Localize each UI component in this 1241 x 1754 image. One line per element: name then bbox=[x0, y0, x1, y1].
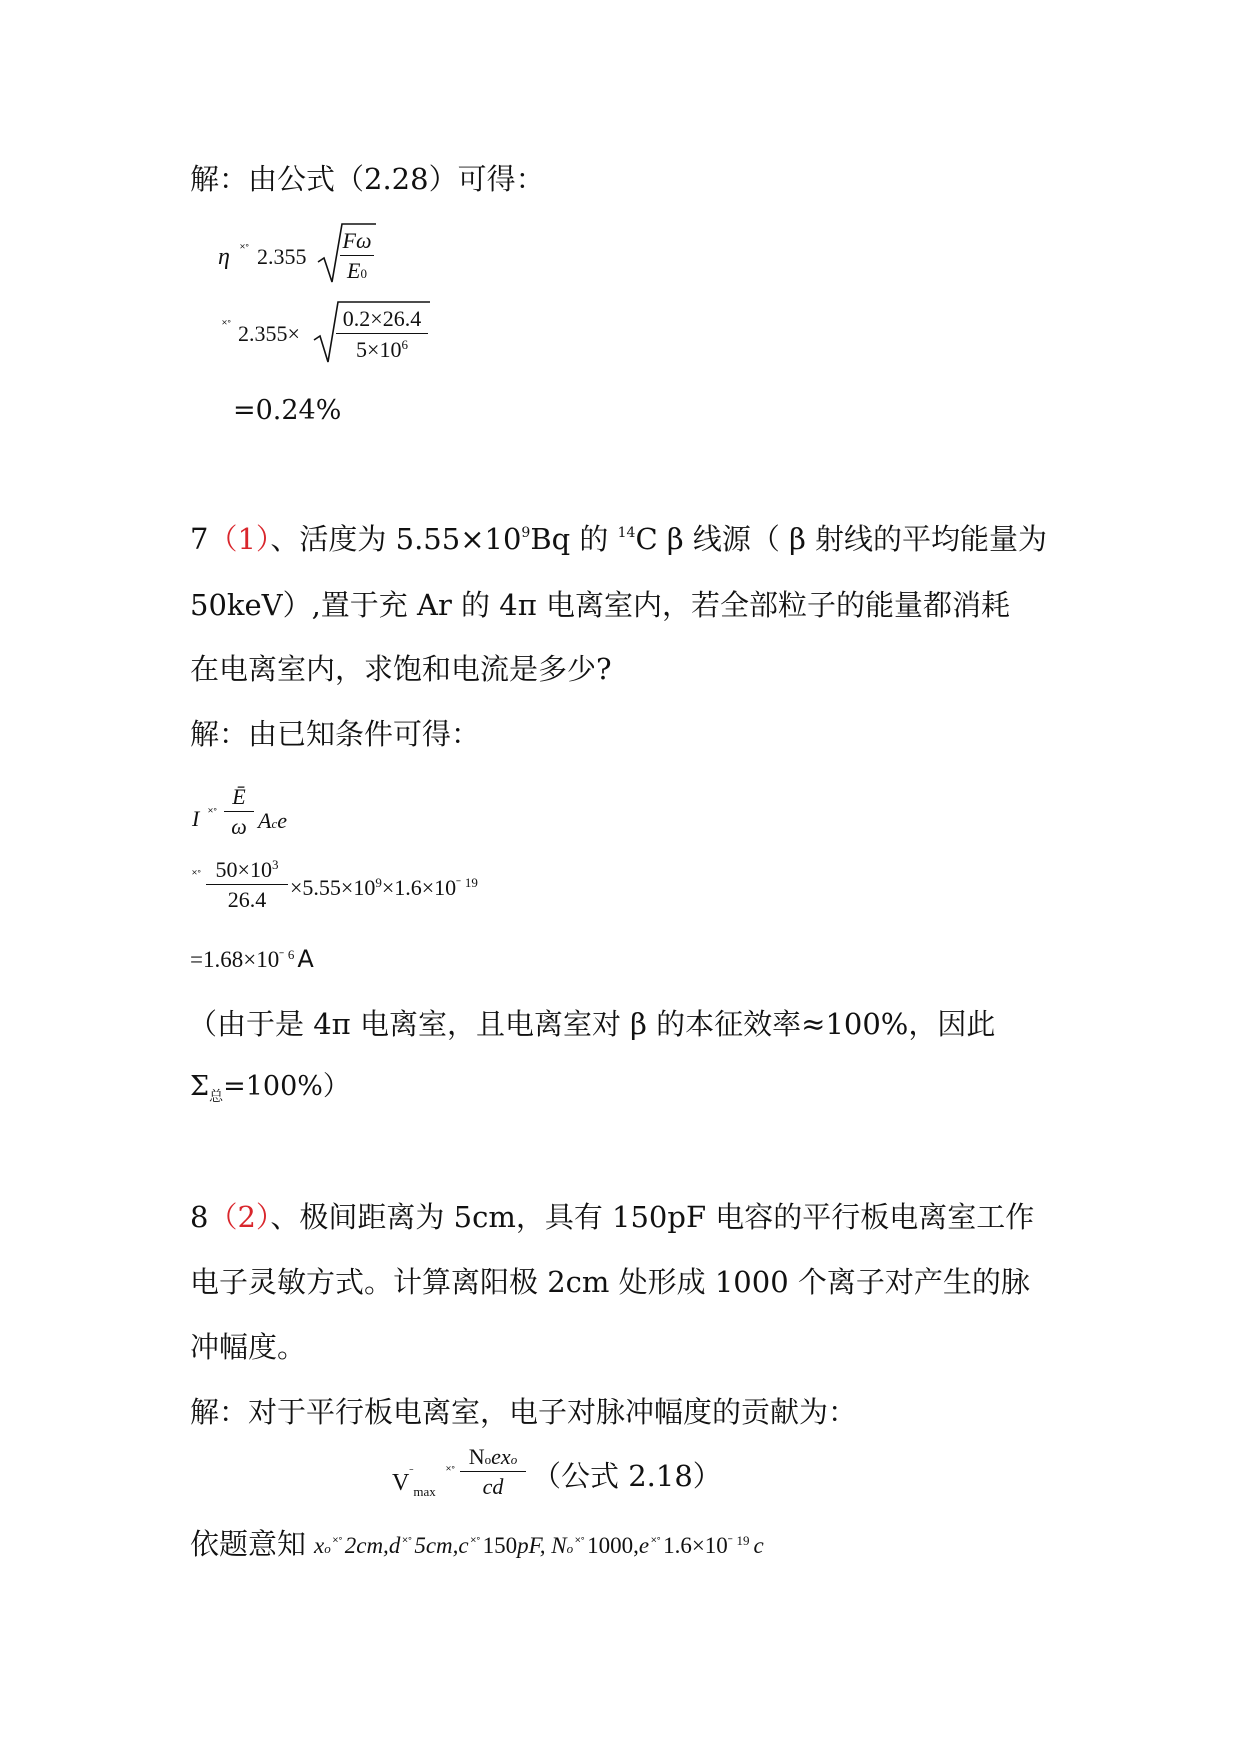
fraction-pulse-amplitude bbox=[460, 1446, 526, 1498]
fraction-denominator: $5\times 10^6$ bbox=[356, 337, 408, 362]
fraction-energy-over-w bbox=[206, 858, 288, 911]
approx-sign: ˟˚ bbox=[222, 317, 232, 332]
solution-heading-8: 解：对于平行板电离室，电子对脉冲幅度的贡献为： bbox=[190, 1395, 858, 1429]
fraction-denominator: E0 bbox=[347, 258, 367, 283]
fraction-numerator: Ē bbox=[224, 786, 254, 812]
fraction-e-over-omega bbox=[224, 786, 254, 838]
solution-heading-7: 解：由已知条件可得： bbox=[190, 717, 481, 751]
question-8-line-1: 8（2）、极间距离为 5cm，具有 150pF 电容的平行板电离室工作 bbox=[190, 1200, 1035, 1234]
current-product: $\times 5.55\times 10^9\times 1.6\times 10^ˉ$ $^{19}$ bbox=[290, 875, 478, 900]
fraction-numerator: Fω bbox=[340, 230, 374, 256]
given-values: xo ˟˚2cm,d ˟˚5cm,c ˟˚150pF, No ˟˚1000,e $^{˟˚}1.6\times 10^ˉ$ $^{19}$ c bbox=[314, 1533, 764, 1558]
fraction-denominator: ω bbox=[231, 814, 247, 839]
approx-sign: ˟˚ bbox=[208, 805, 218, 820]
question-8-line-3: 冲幅度。 bbox=[190, 1330, 307, 1364]
fraction-numerator: Noexo bbox=[460, 1446, 526, 1472]
solution-heading-1: 解：由公式（2.28）可得： bbox=[190, 162, 545, 196]
voltage-symbol: $V^ˉ_{max}$ bbox=[392, 1465, 436, 1499]
fraction-denominator: cd bbox=[482, 1474, 504, 1499]
efficiency-note-line-2: $\Sigma_总=100\%$） bbox=[190, 1071, 350, 1105]
question-7-line-2: 50keV）,置于充 Ar 的 4π 电离室内，若全部粒子的能量都消耗 bbox=[190, 588, 1010, 622]
fraction-numerator: 0.2×26.4 bbox=[336, 308, 428, 334]
coefficient: 2.355 bbox=[257, 244, 307, 269]
question-7-line-3: 在电离室内，求饱和电流是多少? bbox=[190, 652, 612, 686]
current-result: $=1.68\times 10^ˉ$ $^6$ A bbox=[190, 945, 314, 973]
question-8-line-2: 电子灵敏方式。计算离阳极 2cm 处形成 1000 个离子对产生的脉 bbox=[190, 1265, 1030, 1299]
approx-sign: ˟˚ bbox=[192, 867, 202, 882]
fraction-f-omega-over-e0 bbox=[340, 230, 374, 282]
formula-reference: （公式 2.18） bbox=[532, 1459, 722, 1493]
approx-sign: ˟˚ bbox=[240, 241, 250, 256]
approx-sign: ˟˚ bbox=[446, 1463, 456, 1478]
fraction-numeric bbox=[336, 308, 428, 361]
question-7-tag: （1） bbox=[208, 522, 271, 556]
fraction-numerator: $50\times 10^3$ bbox=[206, 858, 288, 885]
question-8-tag: （2） bbox=[208, 1200, 271, 1234]
question-7-line-1: 7（1）、活度为 $5.55\times 10^9Bq$ 的 $^{14}$C β 线源（ β 射线的平均能量为 bbox=[190, 522, 1048, 556]
activity-symbol: Ace bbox=[258, 808, 287, 833]
result-1: =0.24% bbox=[233, 395, 342, 426]
efficiency-note-line-1: （由于是 4π 电离室，且电离室对 β 的本征效率≈100%，因此 bbox=[188, 1007, 996, 1041]
fraction-denominator: 26.4 bbox=[227, 887, 267, 912]
eta-symbol: η bbox=[218, 244, 230, 270]
current-symbol: I bbox=[192, 806, 200, 831]
given-label: 依题意知 bbox=[190, 1527, 307, 1561]
coefficient-times: 2.355× bbox=[238, 321, 300, 346]
